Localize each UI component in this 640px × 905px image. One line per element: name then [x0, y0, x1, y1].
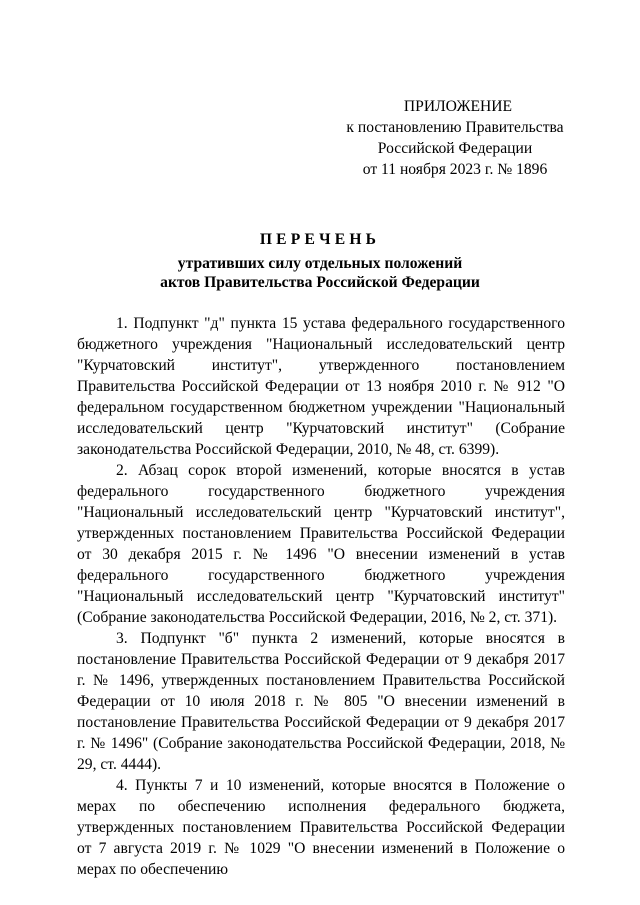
appendix-word: ПРИЛОЖЕНИЕ — [403, 98, 513, 115]
subtitle-line-1: утративших силу отдельных положений — [177, 255, 463, 272]
paragraph-4: 4. Пункты 7 и 10 изменений, которые вносятся в Положение о мерах по обеспечению исполнения федерального бюджета, утвержденных постановлением Правительства Российской Федерации от 7 августа 2019 г. № 1029 "О внесении изменений в Положение о мерах по обеспечению — [77, 777, 565, 878]
subtitle-line-2: актов Правительства Российской Федерации — [160, 274, 480, 291]
appendix-line-2: Российской Федерации — [377, 140, 533, 157]
paragraph-1: 1. Подпункт "д" пункта 15 устава федерального государственного бюджетного учреждения "Национальный исследовательский центр "Курчатовский институт", утвержденного постановлением Правительства Российской Федерации от 13 ноября 2010 г. № 912 "О федеральном государственном бюджетном учреждении "Национальный исследовательский центр "Курчатовский институт" (Собрание законодательства Российской Федерации, 2010, № 48, ст. 6399). — [77, 315, 565, 458]
appendix-header — [330, 96, 580, 180]
paragraph-3: 3. Подпункт "б" пункта 2 изменений, которые вносятся в постановление Правительства Российской Федерации от 9 декабря 2017 г. № 1496, утвержденных постановлением Правительства Российской Федерации от 10 июля 2018 г. № 805 "О внесении изменений в постановление Правительства Российской Федерации от 9 декабря 2017 г. № 1496" (Собрание законодательства Российской Федерации, 2018, № 29, ст. 4444). — [77, 630, 565, 773]
document-body — [77, 313, 565, 880]
document-subtitle — [0, 254, 640, 292]
appendix-line-3: от 11 ноября 2023 г. № 1896 — [362, 161, 548, 178]
paragraph-2: 2. Абзац сорок второй изменений, которые вносятся в устав федерального государственного бюджетного учреждения "Национальный исследовательский центр "Курчатовский институт", утвержденных постановлением Правительства Российской Федерации от 30 декабря 2015 г. № 1496 "О внесении изменений в устав федерального государственного бюджетного учреждения "Национальный исследовательский центр "Курчатовский институт" (Собрание законодательства Российской Федерации, 2016, № 2, ст. 371). — [77, 462, 565, 626]
document-title: ПЕРЕЧЕНЬ — [259, 231, 381, 248]
appendix-line-1: к постановлению Правительства — [346, 119, 564, 136]
